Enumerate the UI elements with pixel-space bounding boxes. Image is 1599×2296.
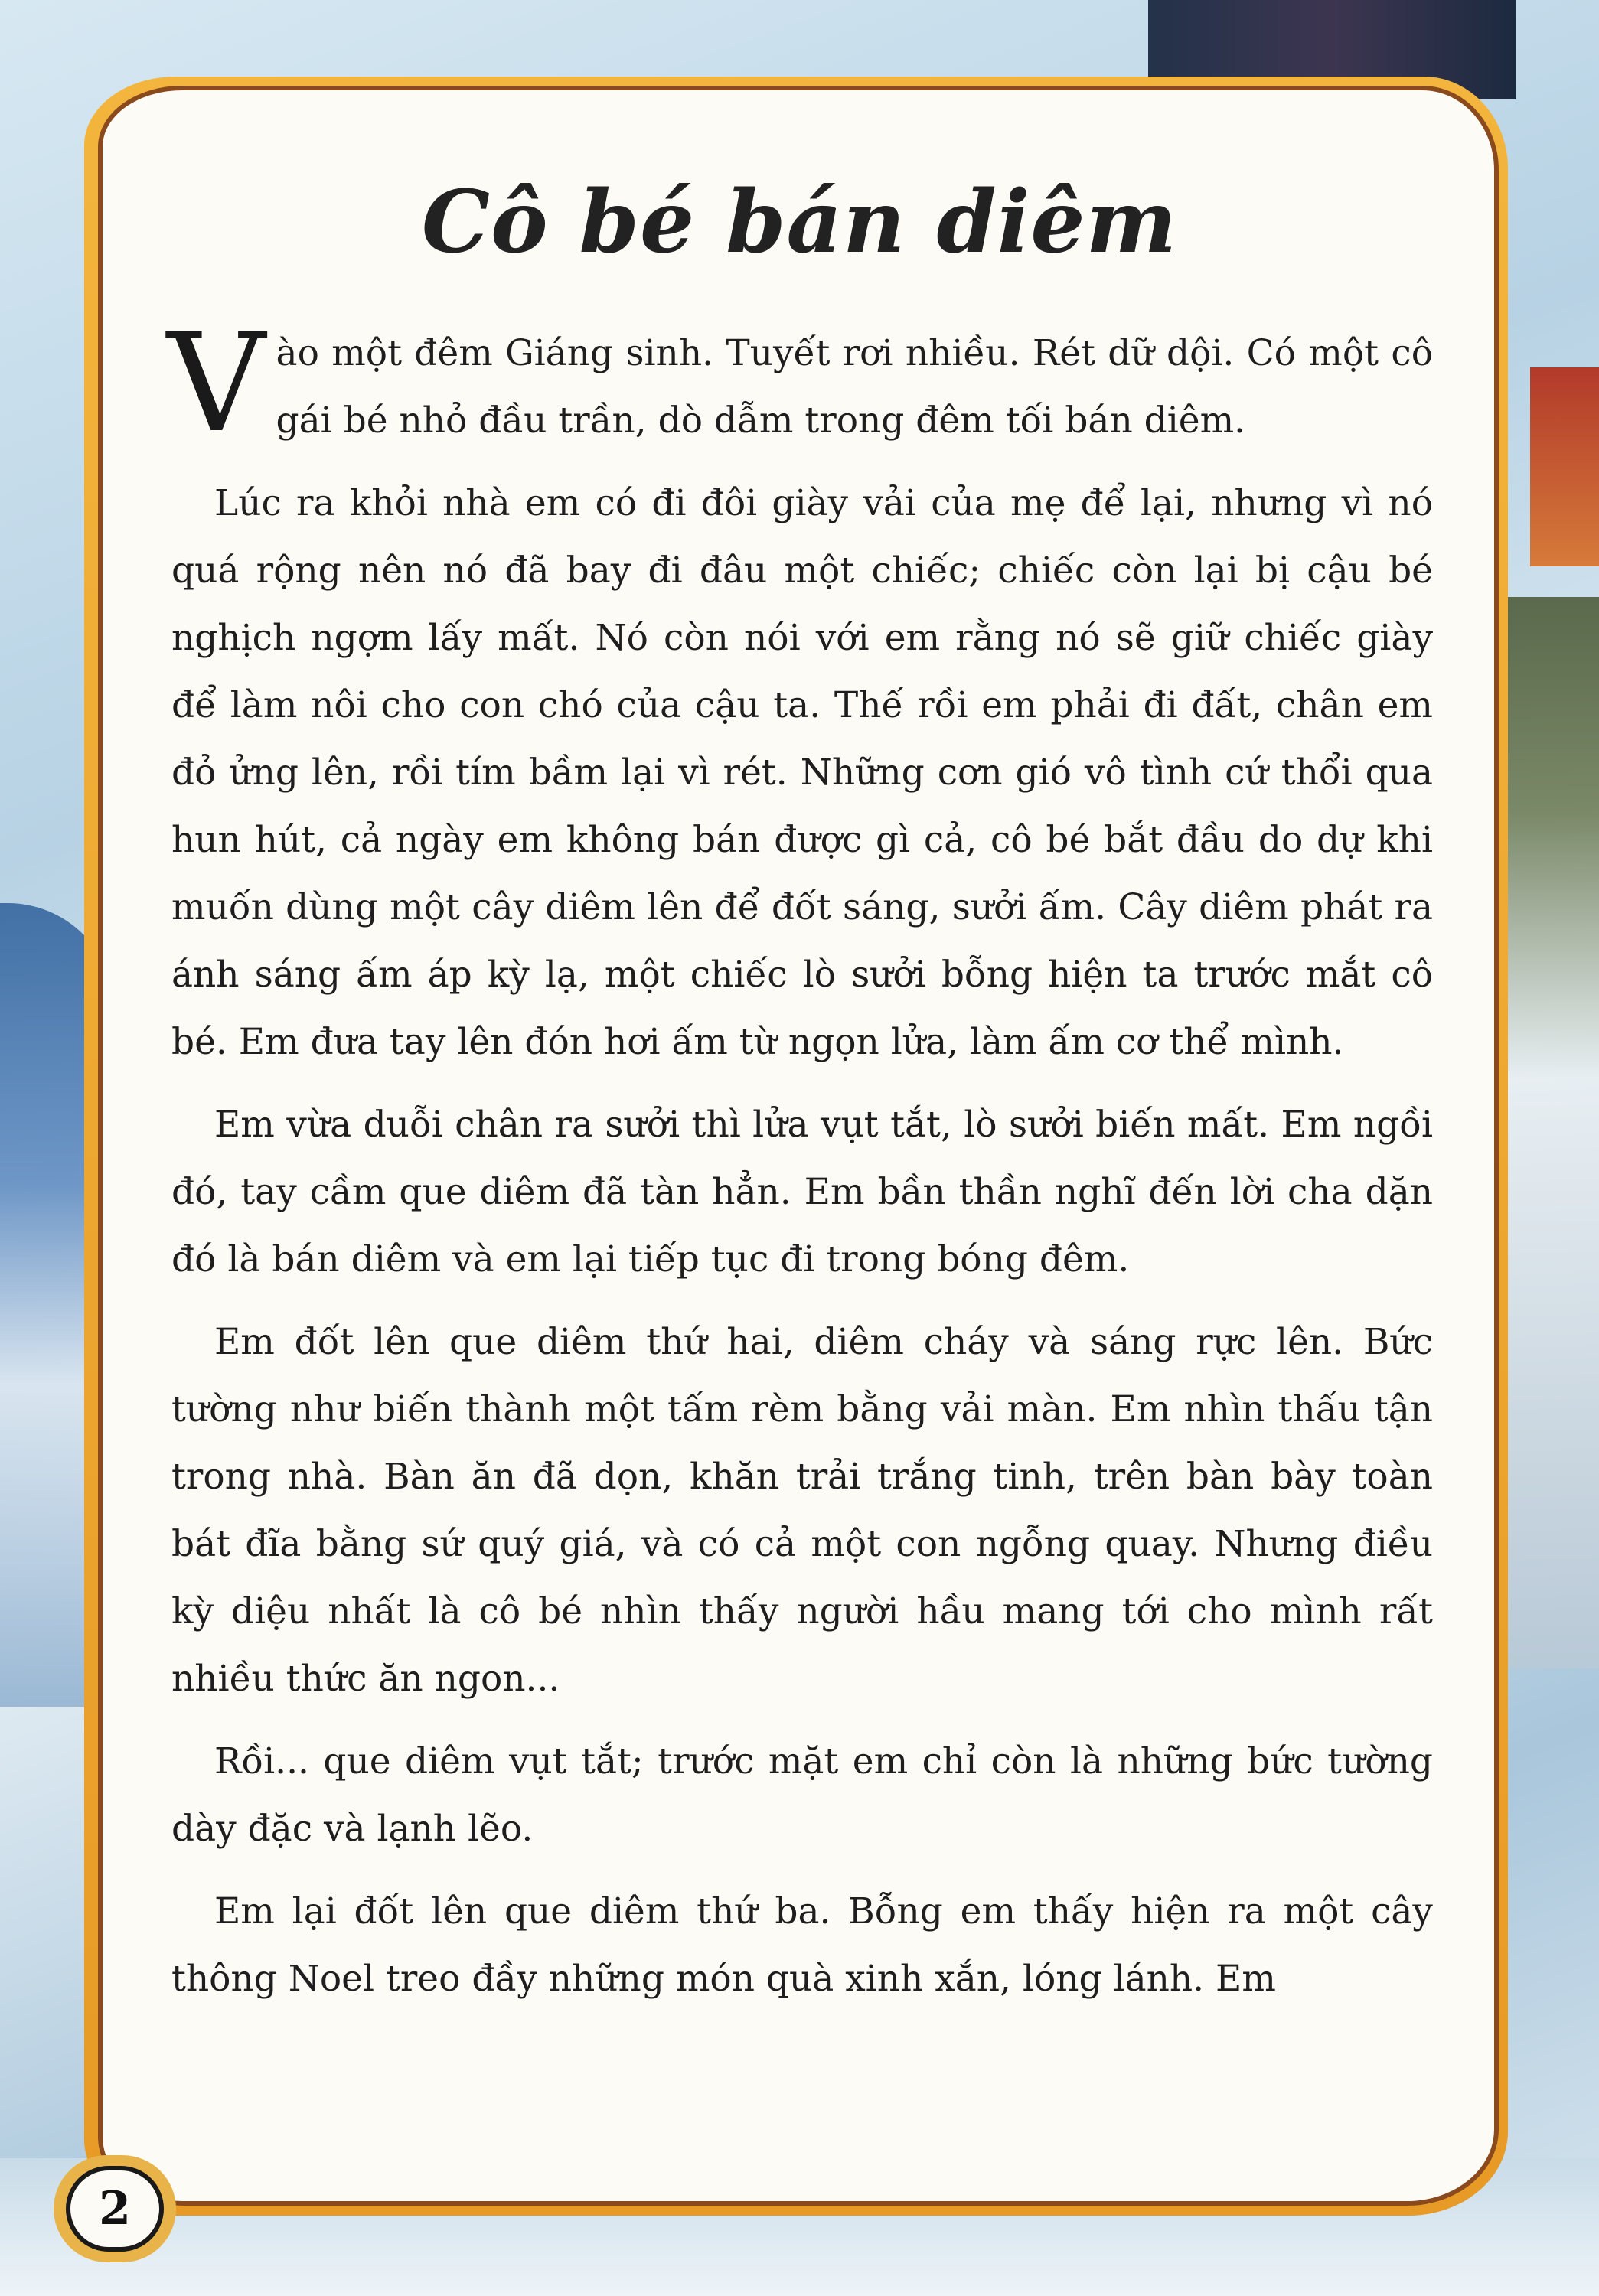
paragraph-6: Em lại đốt lên que diêm thứ ba. Bỗng em thấy hiện ra một cây thông Noel treo đầy những món quà xinh xắn, lóng lánh. Em [171,1890,1433,2000]
drop-cap: V [167,304,266,462]
paragraph-2: Lúc ra khỏi nhà em có đi đôi giày vải của mẹ để lại, nhưng vì nó quá rộng nên nó đã bay đi đâu một chiếc; chiếc còn lại bị cậu bé nghịch ngợm lấy mất. Nó còn nói với em rằng nó sẽ giữ chiếc giày để làm nôi cho con chó của cậu ta. Thế rồi em phải đi đất, chân em đỏ ửng lên, rồi tím bầm lại vì rét. Những cơn gió vô tình cứ thổi qua hun hút, cả ngày em không bán được gì cả, cô bé bắt đầu do dự khi muốn dùng một cây diêm lên để đốt sáng, sưởi ấm. Cây diêm phát ra ánh sáng ấm áp kỳ lạ, một chiếc lò sưởi bỗng hiện ta trước mắt cô bé. Em đưa tay lên đón hơi ấm từ ngọn lửa, làm ấm cơ thể mình. [171,482,1433,1063]
page-number: 2 [66,2166,164,2252]
paragraph-4: Em đốt lên que diêm thứ hai, diêm cháy và sáng rực lên. Bức tường như biến thành một tấm rèm bằng vải màn. Em nhìn thấu tận trong nhà. Bàn ăn đã dọn, khăn trải trắng tinh, trên bàn bày toàn bát đĩa bằng sứ quý giá, và có cả một con ngỗng quay. Nhưng điều kỳ diệu nhất là cô bé nhìn thấy người hầu mang tới cho mình rất nhiều thức ăn ngon... [171,1321,1433,1700]
background-illustration-roof [1530,367,1599,566]
paragraph-3: Em vừa duỗi chân ra sưởi thì lửa vụt tắt, lò sưởi biến mất. Em ngồi đó, tay cầm que diêm đã tàn hẳn. Em bần thần nghĩ đến lời cha dặn đó là bán diêm và em lại tiếp tục đi trong bóng đêm. [171,1104,1433,1280]
page-title: Cô bé bán diêm [421,172,1178,273]
story-text [167,304,1433,2028]
paragraph-5: Rồi... que diêm vụt tắt; trước mặt em chỉ còn là những bức tường dày đặc và lạnh lẽo. [171,1740,1433,1850]
paragraph-1: Vào một đêm Giáng sinh. Tuyết rơi nhiều. Rét dữ dội. Có một cô gái bé nhỏ đầu trần, dò dẫm trong đêm tối bán diêm. [167,304,1433,462]
background-illustration-tree [1507,597,1599,1668]
